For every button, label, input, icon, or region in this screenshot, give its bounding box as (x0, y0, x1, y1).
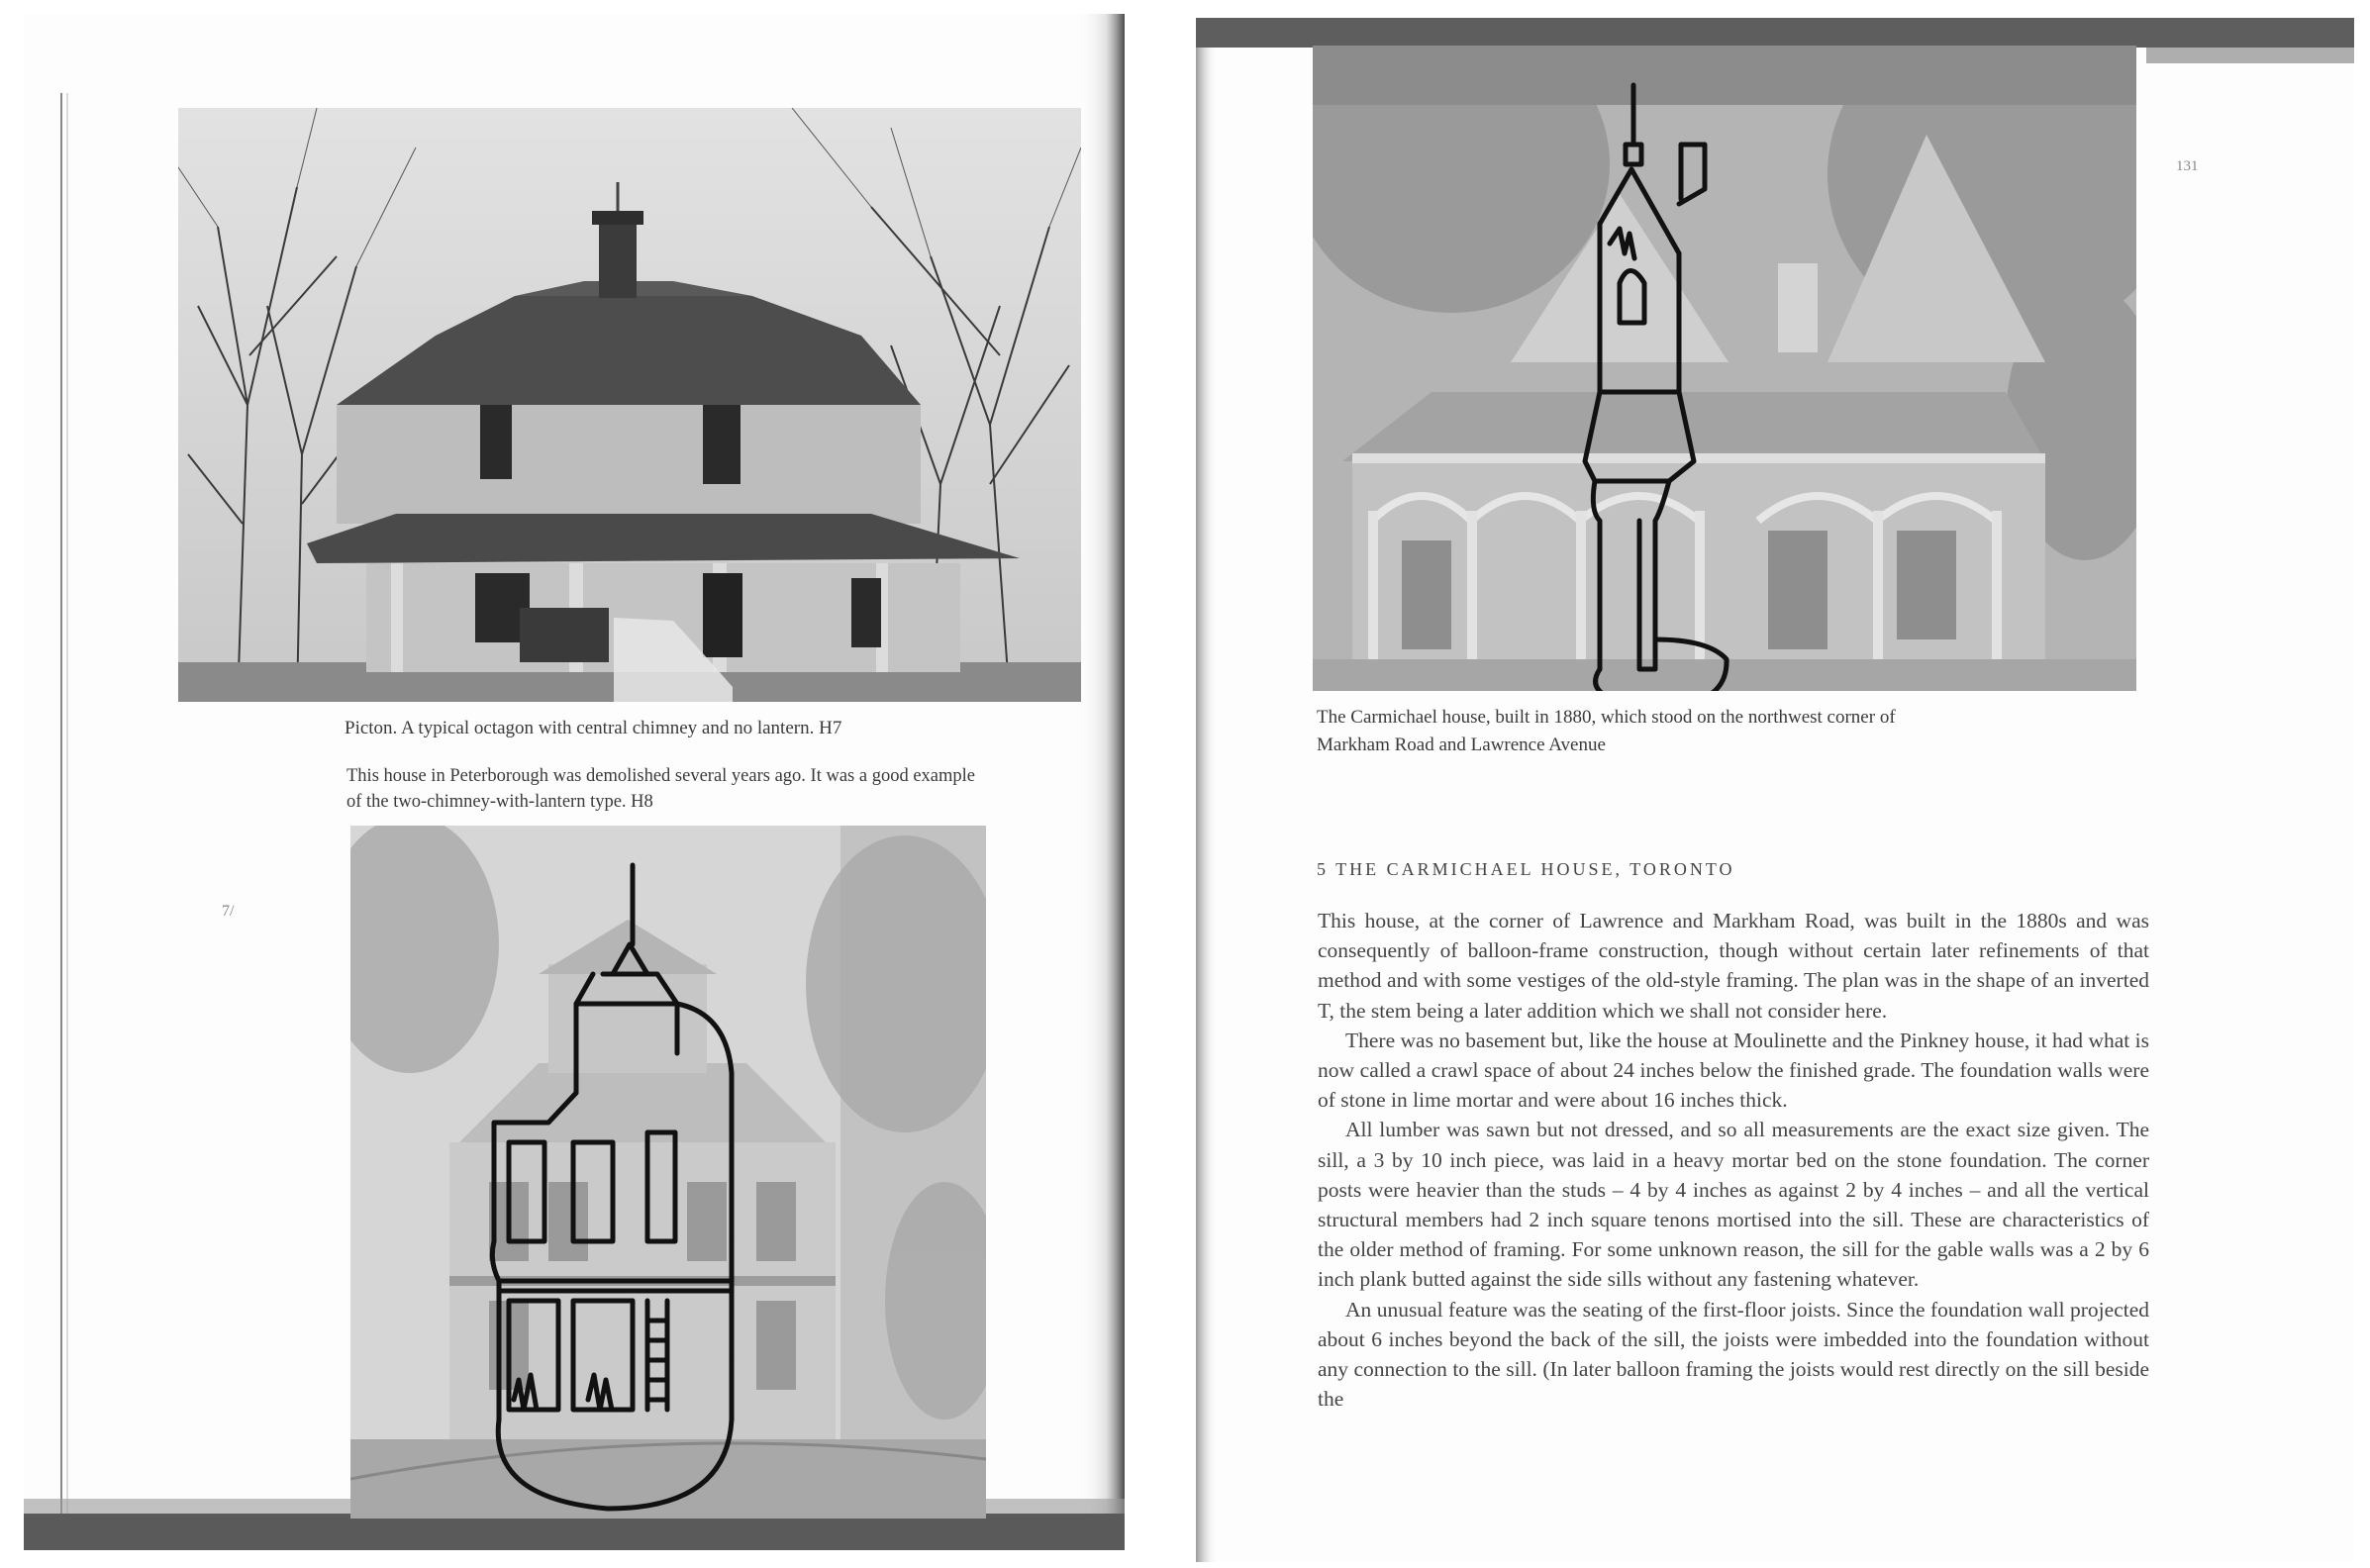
caption-peterborough-line1: This house in Peterborough was demolished several years ago. It was a good example (346, 766, 975, 786)
paragraph-3: All lumber was sawn but not dressed, and so all measurements are the exact size given. The sill, a 3 by 10 inch piece, was laid in a heavy mortar bed on the stone foundation. The corner posts were heavier than the studs – 4 by 4 inches as against 2 by 4 inches – and all the vertical structural members had 2 inch square tenons mortised into the sill. These are characteristics of the older method of framing. For some unknown reason, the sill for the gable walls was a 2 by 6 inch plank butted against the side sills without any fastening whatever. (1318, 1118, 2149, 1292)
caption-picton: Picton. A typical octagon with central chimney and no lantern. H7 (345, 718, 842, 738)
paragraph-4: An unusual feature was the seating of the first-floor joists. Since the foundation wall projected about 6 inches beyond the back of the sill, the joists were imbedded into the foundation without any connection to the sill. (In later balloon framing the joists would rest directly on the sill beside the (1318, 1297, 2149, 1412)
section-heading: 5 THE CARMICHAEL HOUSE, TORONTO (1317, 859, 1735, 879)
photo-carmichael-house-with-sketch (1313, 46, 2136, 691)
paragraph-2: There was no basement but, like the house at Moulinette and the Pinkney house, it had what is now called a crawl space of about 24 inches below the finished grade. The foundation walls were of stone in lime mortar and were about 16 inches thick. (1318, 1028, 2149, 1113)
right-page (1196, 18, 2354, 1562)
photo-picton-octagon-house (178, 108, 1081, 702)
caption-carmichael-line2: Markham Road and Lawrence Avenue (1317, 735, 1606, 755)
page-number: 131 (2176, 158, 2199, 174)
body-text (1318, 906, 2149, 1414)
paragraph-1: This house, at the corner of Lawrence and Markham Road, was built in the 1880s and was consequently of balloon-frame construction, though without certain later refinements of that method and with some vestiges of the old-style framing. The plan was in the shape of an inverted T, the stem being a later addition which we shall not consider here. (1318, 909, 2149, 1023)
photo-peterborough-house-with-sketch (350, 826, 986, 1519)
caption-carmichael-line1: The Carmichael house, built in 1880, which stood on the northwest corner of (1317, 707, 1896, 728)
left-page (24, 14, 1125, 1550)
caption-peterborough-line2: of the two-chimney-with-lantern type. H8 (346, 792, 653, 812)
margin-mark: 7/ (222, 903, 235, 920)
